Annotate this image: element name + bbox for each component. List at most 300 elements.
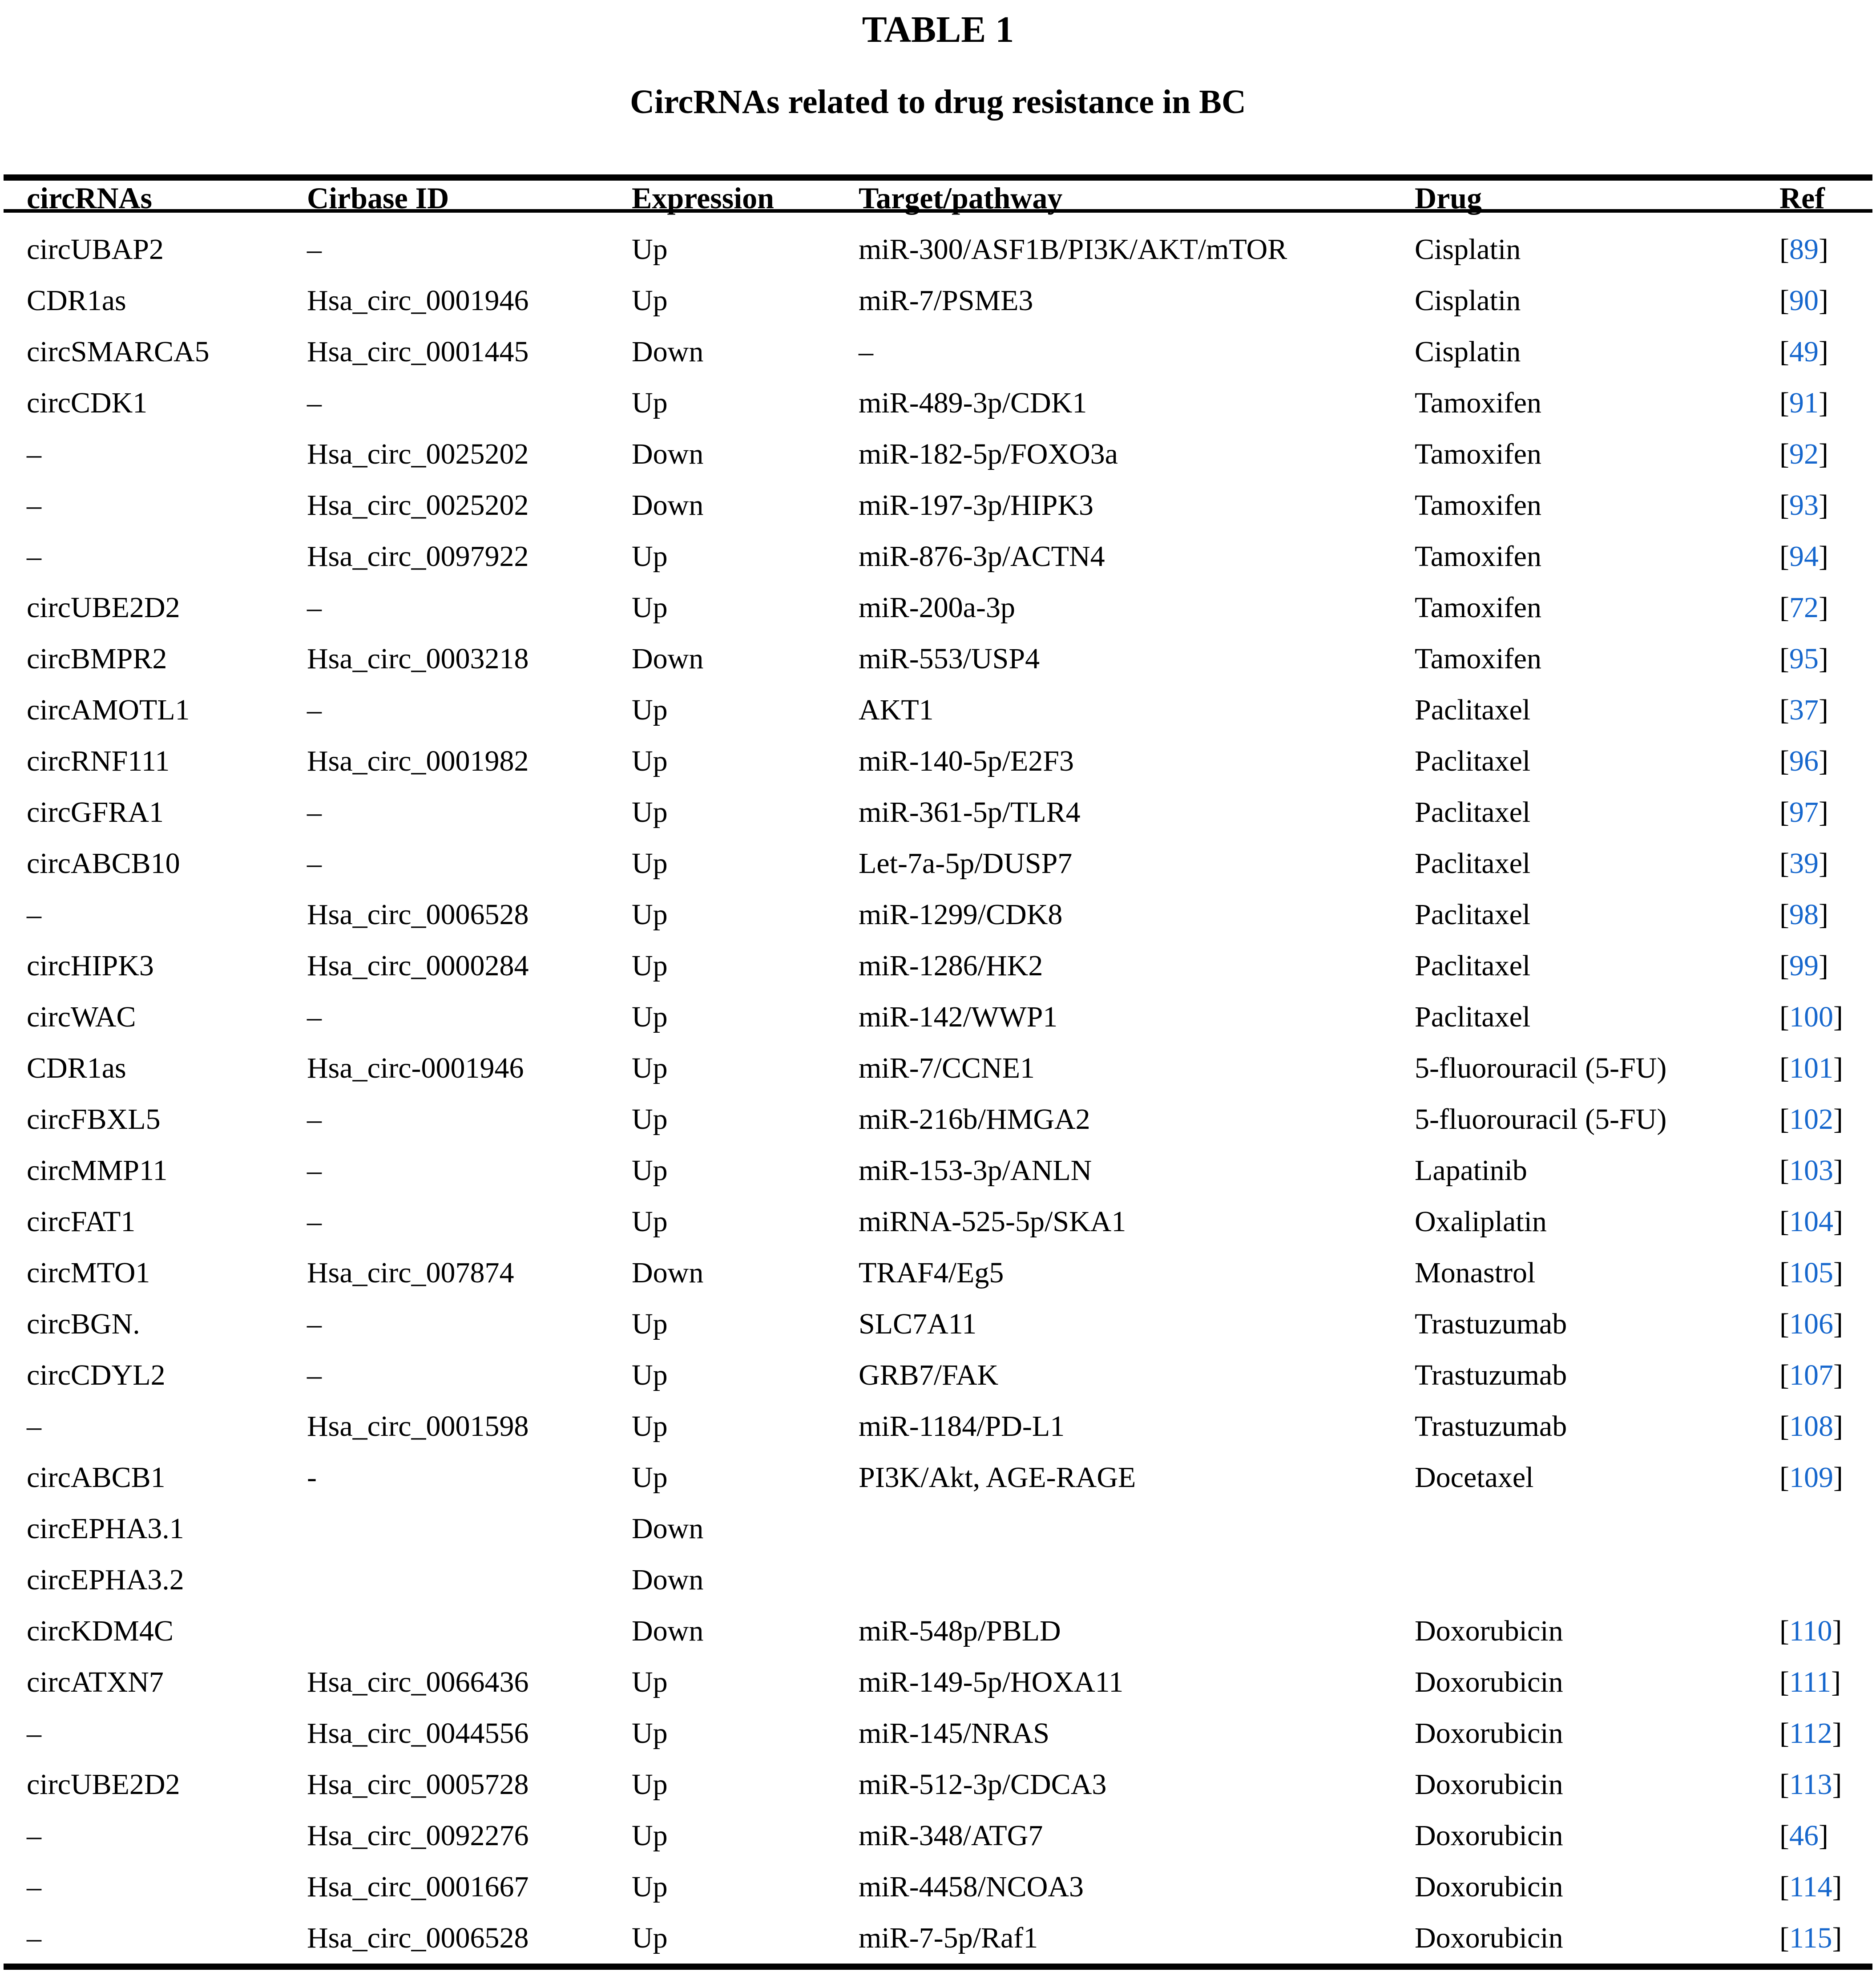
cell-cirbase_id [307, 1912, 632, 1964]
cell-ref [1779, 1810, 1872, 1861]
ref-link[interactable]: 89 [1789, 233, 1819, 266]
target-text: miR-7/PSME3 [859, 284, 1033, 317]
ref-link[interactable]: 104 [1789, 1205, 1833, 1238]
drug-text: Cisplatin [1415, 335, 1521, 368]
expression-text: Up [632, 233, 668, 266]
cell-drug [1415, 377, 1779, 428]
ref-link[interactable]: 109 [1789, 1461, 1833, 1494]
ref-link[interactable]: 94 [1789, 540, 1819, 573]
drug-text: Tamoxifen [1415, 591, 1541, 624]
table-row [4, 377, 1872, 428]
table-row [4, 480, 1872, 531]
ref-link[interactable]: 37 [1789, 693, 1819, 726]
cell-target [859, 735, 1415, 787]
ref-link[interactable]: 100 [1789, 1000, 1833, 1033]
target-text: SLC7A11 [859, 1307, 977, 1340]
ref-close-bracket: ] [1832, 1921, 1842, 1954]
drug-text: Lapatinib [1415, 1154, 1527, 1187]
ref-close-bracket: ] [1818, 949, 1828, 982]
drug-text: 5-fluorouracil (5-FU) [1415, 1051, 1667, 1084]
cell-ref [1779, 1298, 1872, 1350]
target-text: miR-200a-3p [859, 591, 1015, 624]
cell-cirbase_id [307, 582, 632, 633]
expression-text: Down [632, 1256, 704, 1289]
cell-drug [1415, 480, 1779, 531]
ref-open-bracket: [ [1779, 489, 1789, 521]
ref-close-bracket: ] [1833, 1461, 1843, 1494]
cell-cirbase_id [307, 1708, 632, 1759]
table-label: TABLE 1 [862, 9, 1014, 50]
cirbase_id-text: Hsa_circ_0001445 [307, 335, 529, 368]
ref-close-bracket: ] [1818, 335, 1828, 368]
table-row [4, 1247, 1872, 1298]
cell-expression [632, 1810, 859, 1861]
circrna-text: CDR1as [27, 284, 126, 317]
ref-link[interactable]: 72 [1789, 591, 1819, 624]
table-row [4, 1350, 1872, 1401]
drug-text: Paclitaxel [1415, 796, 1531, 828]
circrna-text: – [27, 1921, 41, 1954]
ref-link[interactable]: 106 [1789, 1307, 1833, 1340]
cell-ref [1779, 275, 1872, 326]
ref-close-bracket: ] [1833, 1410, 1843, 1443]
ref-link[interactable]: 46 [1789, 1819, 1819, 1852]
cirbase_id-text: Hsa_circ_0025202 [307, 437, 529, 470]
expression-text: Up [632, 1205, 668, 1238]
cell-drug [1415, 838, 1779, 889]
target-text: miR-197-3p/HIPK3 [859, 489, 1093, 521]
cell-circrna [27, 428, 307, 480]
cell-ref [1779, 326, 1872, 377]
cell-drug [1415, 1350, 1779, 1401]
cell-circrna [27, 1861, 307, 1912]
table-row [4, 1298, 1872, 1350]
target-text: PI3K/Akt, AGE-RAGE [859, 1461, 1136, 1494]
ref-open-bracket: [ [1779, 1768, 1789, 1801]
table-row [4, 224, 1872, 275]
ref-link[interactable]: 105 [1789, 1256, 1833, 1289]
cell-circrna [27, 1094, 307, 1145]
table-row [4, 1861, 1872, 1912]
ref-open-bracket: [ [1779, 1614, 1789, 1647]
drug-text: Cisplatin [1415, 233, 1521, 266]
cirbase_id-text: Hsa_circ_0044556 [307, 1717, 529, 1750]
ref-citation [1779, 889, 1872, 940]
cell-drug [1415, 1912, 1779, 1964]
cell-target [859, 1605, 1415, 1657]
cell-drug [1415, 1708, 1779, 1759]
cell-drug [1415, 582, 1779, 633]
circrna-text: circCDK1 [27, 386, 148, 419]
ref-link[interactable]: 107 [1789, 1358, 1833, 1391]
expression-text: Up [632, 284, 668, 317]
expression-text: Up [632, 1000, 668, 1033]
drug-text: Doxorubicin [1415, 1717, 1563, 1750]
cirbase_id-text: – [307, 847, 322, 880]
ref-link[interactable]: 98 [1789, 898, 1819, 931]
circrna-text: circWAC [27, 1000, 136, 1033]
ref-citation [1779, 428, 1872, 480]
cell-circrna [27, 1298, 307, 1350]
cirbase_id-text: – [307, 591, 322, 624]
ref-open-bracket: [ [1779, 642, 1789, 675]
ref-citation [1779, 1861, 1872, 1912]
drug-text: Paclitaxel [1415, 847, 1531, 880]
cell-circrna [27, 1401, 307, 1452]
ref-citation [1779, 1810, 1872, 1861]
cell-drug [1415, 428, 1779, 480]
cell-expression [632, 428, 859, 480]
cell-ref [1779, 684, 1872, 735]
cirbase_id-text: – [307, 1307, 322, 1340]
ref-citation [1779, 1094, 1872, 1145]
ref-link[interactable]: 39 [1789, 847, 1819, 880]
ref-link[interactable]: 96 [1789, 744, 1819, 777]
drug-text: Trastuzumab [1415, 1410, 1567, 1443]
drug-text: Trastuzumab [1415, 1307, 1567, 1340]
ref-open-bracket: [ [1779, 1665, 1789, 1698]
circrna-text: circATXN7 [27, 1665, 164, 1698]
drug-text: Tamoxifen [1415, 386, 1541, 419]
table-row [4, 1452, 1872, 1605]
ref-close-bracket: ] [1833, 1154, 1843, 1187]
cell-cirbase_id [307, 1861, 632, 1912]
circrna-text: – [27, 540, 41, 573]
cell-circrna [27, 582, 307, 633]
ref-open-bracket: [ [1779, 949, 1789, 982]
cell-expression [632, 1708, 859, 1759]
table-row [4, 787, 1872, 838]
cell-expression [632, 684, 859, 735]
cell-ref [1779, 224, 1872, 275]
drug-text: Paclitaxel [1415, 693, 1531, 726]
cell-ref [1779, 1247, 1872, 1298]
cirbase_id-text: – [307, 693, 322, 726]
expression-text: Up [632, 796, 668, 828]
cell-ref [1779, 838, 1872, 889]
ref-link[interactable]: 110 [1789, 1614, 1832, 1647]
cell-drug [1415, 787, 1779, 838]
drug-text: Tamoxifen [1415, 489, 1541, 521]
cell-circrna [27, 1043, 307, 1094]
cell-circrna [27, 684, 307, 735]
table-top-rule [4, 174, 1872, 181]
ref-open-bracket: [ [1779, 386, 1789, 419]
expression-text: Up [632, 1410, 668, 1443]
cell-expression [632, 991, 859, 1043]
cell-target [859, 1145, 1415, 1196]
ref-link[interactable]: 99 [1789, 949, 1819, 982]
ref-open-bracket: [ [1779, 1410, 1789, 1443]
cell-ref [1779, 1759, 1872, 1810]
table-bottom-rule [4, 1964, 1872, 1970]
table-body [4, 213, 1872, 1964]
expression-text: Up [632, 1103, 668, 1135]
cell-target [859, 1912, 1415, 1964]
cirbase_id-text: – [307, 386, 322, 419]
circrna-text: circRNF111 [27, 744, 170, 777]
cell-cirbase_id [307, 1094, 632, 1145]
cirbase_id-text: Hsa_circ_0005728 [307, 1768, 529, 1801]
cell-target [859, 1452, 1415, 1605]
target-text: miR-140-5p/E2F3 [859, 744, 1074, 777]
table-row [4, 1708, 1872, 1759]
expression-text: Up [632, 1819, 668, 1852]
circrna-text: circCDYL2 [27, 1358, 165, 1391]
col-header-ref: Ref [1779, 181, 1825, 215]
cirbase_id-text: Hsa_circ_0066436 [307, 1665, 529, 1698]
expression-text: Down [632, 335, 704, 368]
ref-open-bracket: [ [1779, 540, 1789, 573]
ref-close-bracket: ] [1818, 489, 1828, 521]
cell-target [859, 684, 1415, 735]
drug-text: Tamoxifen [1415, 540, 1541, 573]
cell-drug [1415, 531, 1779, 582]
table-row [4, 1401, 1872, 1452]
ref-link[interactable]: 112 [1789, 1717, 1832, 1750]
cell-ref [1779, 940, 1872, 991]
drug-text: 5-fluorouracil (5-FU) [1415, 1103, 1667, 1135]
ref-citation [1779, 1401, 1872, 1452]
cell-target [859, 480, 1415, 531]
cell-ref [1779, 428, 1872, 480]
ref-open-bracket: [ [1779, 1461, 1789, 1494]
ref-citation [1779, 224, 1872, 275]
ref-citation [1779, 1912, 1872, 1964]
expression-text: Up [632, 1358, 668, 1391]
table-caption: CircRNAs related to drug resistance in BC [630, 83, 1246, 121]
ref-link[interactable]: 91 [1789, 386, 1819, 419]
cell-cirbase_id [307, 1810, 632, 1861]
circrna-text: circUBE2D2 [27, 1768, 180, 1801]
table-row [4, 1605, 1872, 1657]
ref-close-bracket: ] [1818, 796, 1828, 828]
cell-ref [1779, 1657, 1872, 1708]
table-row [4, 838, 1872, 889]
ref-close-bracket: ] [1818, 437, 1828, 470]
cell-circrna [27, 224, 307, 275]
cell-ref [1779, 1350, 1872, 1401]
ref-link[interactable]: 114 [1789, 1870, 1832, 1903]
cirbase_id-text: Hsa_circ_007874 [307, 1256, 514, 1289]
circrna-text: circAMOTL1 [27, 693, 190, 726]
target-text: miR-361-5p/TLR4 [859, 796, 1081, 828]
ref-link[interactable]: 108 [1789, 1410, 1833, 1443]
cell-target [859, 582, 1415, 633]
cell-ref [1779, 582, 1872, 633]
expression-text: Down [632, 489, 704, 521]
cell-drug [1415, 1145, 1779, 1196]
cell-cirbase_id [307, 787, 632, 838]
cell-circrna [27, 1708, 307, 1759]
cell-circrna [27, 1247, 307, 1298]
cell-expression [632, 1605, 859, 1657]
expression-text: Down [632, 642, 704, 675]
cell-expression [632, 582, 859, 633]
cell-drug [1415, 1043, 1779, 1094]
ref-close-bracket: ] [1818, 744, 1828, 777]
circrna-text: circUBAP2 [27, 233, 164, 266]
cirbase_id-text: Hsa_circ-0001946 [307, 1051, 524, 1084]
ref-link[interactable]: 115 [1789, 1921, 1832, 1954]
cell-expression [632, 480, 859, 531]
ref-open-bracket: [ [1779, 1000, 1789, 1033]
cell-expression [632, 1657, 859, 1708]
circrna-text: circBMPR2 [27, 642, 167, 675]
circrna-text: – [27, 1819, 41, 1852]
ref-open-bracket: [ [1779, 335, 1789, 368]
ref-link[interactable]: 92 [1789, 437, 1819, 470]
cell-cirbase_id [307, 735, 632, 787]
col-header-drug: Drug [1415, 181, 1482, 215]
target-text: miR-876-3p/ACTN4 [859, 540, 1105, 573]
ref-link[interactable]: 95 [1789, 642, 1819, 675]
ref-citation [1779, 1452, 1872, 1503]
cell-target [859, 1094, 1415, 1145]
cell-drug [1415, 735, 1779, 787]
expression-text: Up [632, 1051, 668, 1084]
circrna-text: – [27, 489, 41, 521]
cell-expression [632, 1861, 859, 1912]
ref-link[interactable]: 97 [1789, 796, 1819, 828]
ref-open-bracket: [ [1779, 847, 1789, 880]
cell-cirbase_id [307, 1759, 632, 1810]
cell-drug [1415, 1810, 1779, 1861]
cirbase_id-text: – [307, 1358, 322, 1391]
cirbase_id-text: Hsa_circ_0003218 [307, 642, 529, 675]
table-row [4, 1196, 1872, 1247]
cell-drug [1415, 991, 1779, 1043]
circrna-text: circEPHA3.2 [27, 1563, 184, 1596]
ref-close-bracket: ] [1818, 1819, 1828, 1852]
circrna-text: – [27, 1717, 41, 1750]
cirbase_id-text: Hsa_circ_0097922 [307, 540, 529, 573]
cell-cirbase_id [307, 326, 632, 377]
ref-close-bracket: ] [1818, 898, 1828, 931]
ref-link[interactable]: 49 [1789, 335, 1819, 368]
ref-open-bracket: [ [1779, 1154, 1789, 1187]
cirbase_id-text: Hsa_circ_0006528 [307, 898, 529, 931]
cell-target [859, 531, 1415, 582]
ref-citation [1779, 1298, 1872, 1350]
ref-close-bracket: ] [1818, 847, 1828, 880]
expression-text: Up [632, 1717, 668, 1750]
cell-target [859, 275, 1415, 326]
cell-cirbase_id [307, 633, 632, 684]
expression-text: Down [632, 1614, 704, 1647]
drug-text: Paclitaxel [1415, 744, 1531, 777]
target-text: miR-1299/CDK8 [859, 898, 1063, 931]
cell-drug [1415, 684, 1779, 735]
cell-expression [632, 1298, 859, 1350]
cirbase_id-text: – [307, 796, 322, 828]
cell-drug [1415, 1196, 1779, 1247]
cirbase_id-text: – [307, 1103, 322, 1135]
cell-target [859, 1350, 1415, 1401]
circrna-text: CDR1as [27, 1051, 126, 1084]
cell-cirbase_id [307, 1401, 632, 1452]
cell-target [859, 633, 1415, 684]
cell-target [859, 428, 1415, 480]
ref-link[interactable]: 102 [1789, 1103, 1833, 1135]
table-header-row [4, 181, 1872, 215]
table-row [4, 1145, 1872, 1196]
cell-drug [1415, 1247, 1779, 1298]
cell-target [859, 1247, 1415, 1298]
cell-drug [1415, 224, 1779, 275]
cell-expression [632, 1094, 859, 1145]
ref-link[interactable]: 113 [1789, 1768, 1832, 1801]
circrna-text: circKDM4C [27, 1614, 173, 1647]
ref-open-bracket: [ [1779, 744, 1789, 777]
cell-expression [632, 1145, 859, 1196]
target-text: miR-153-3p/ANLN [859, 1154, 1092, 1187]
cell-target [859, 1657, 1415, 1708]
cell-target [859, 1043, 1415, 1094]
table-row [4, 1912, 1872, 1964]
ref-citation [1779, 582, 1872, 633]
table-row [4, 1810, 1872, 1861]
expression-text: Up [632, 693, 668, 726]
cell-cirbase_id [307, 275, 632, 326]
ref-close-bracket: ] [1833, 1000, 1843, 1033]
cell-drug [1415, 1657, 1779, 1708]
expression-text: Up [632, 591, 668, 624]
expression-text: Up [632, 949, 668, 982]
cell-ref [1779, 1912, 1872, 1964]
circrna-text: – [27, 898, 41, 931]
cell-ref [1779, 1145, 1872, 1196]
cell-ref [1779, 1452, 1872, 1605]
cell-expression [632, 1759, 859, 1810]
ref-citation [1779, 838, 1872, 889]
cell-cirbase_id [307, 1145, 632, 1196]
ref-open-bracket: [ [1779, 437, 1789, 470]
data-table [4, 174, 1872, 1970]
cell-cirbase_id [307, 1298, 632, 1350]
ref-link[interactable]: 101 [1789, 1051, 1833, 1084]
cirbase_id-text: Hsa_circ_0001946 [307, 284, 529, 317]
cell-target [859, 1810, 1415, 1861]
ref-link[interactable]: 111 [1789, 1665, 1832, 1698]
target-text: GRB7/FAK [859, 1358, 999, 1391]
ref-open-bracket: [ [1779, 693, 1789, 726]
cell-expression [632, 838, 859, 889]
cell-ref [1779, 1708, 1872, 1759]
cirbase_id-text: Hsa_circ_0001598 [307, 1410, 529, 1443]
cell-expression [632, 940, 859, 991]
col-header-cirbase-id: Cirbase ID [307, 181, 449, 215]
cell-cirbase_id [307, 991, 632, 1043]
cell-ref [1779, 787, 1872, 838]
cell-target [859, 1298, 1415, 1350]
cirbase_id-text: – [307, 1000, 322, 1033]
ref-open-bracket: [ [1779, 1307, 1789, 1340]
ref-open-bracket: [ [1779, 1921, 1789, 1954]
circrna-text: circABCB1 [27, 1461, 165, 1494]
ref-link[interactable]: 93 [1789, 489, 1819, 521]
cell-circrna [27, 1912, 307, 1964]
drug-text: Doxorubicin [1415, 1665, 1563, 1698]
ref-link[interactable]: 90 [1789, 284, 1819, 317]
cell-cirbase_id [307, 1605, 632, 1657]
target-text: miR-489-3p/CDK1 [859, 386, 1087, 419]
ref-citation [1779, 1605, 1872, 1657]
expression-text: Up [632, 898, 668, 931]
cell-circrna [27, 531, 307, 582]
ref-link[interactable]: 103 [1789, 1154, 1833, 1187]
cirbase_id-text: Hsa_circ_0025202 [307, 489, 529, 521]
